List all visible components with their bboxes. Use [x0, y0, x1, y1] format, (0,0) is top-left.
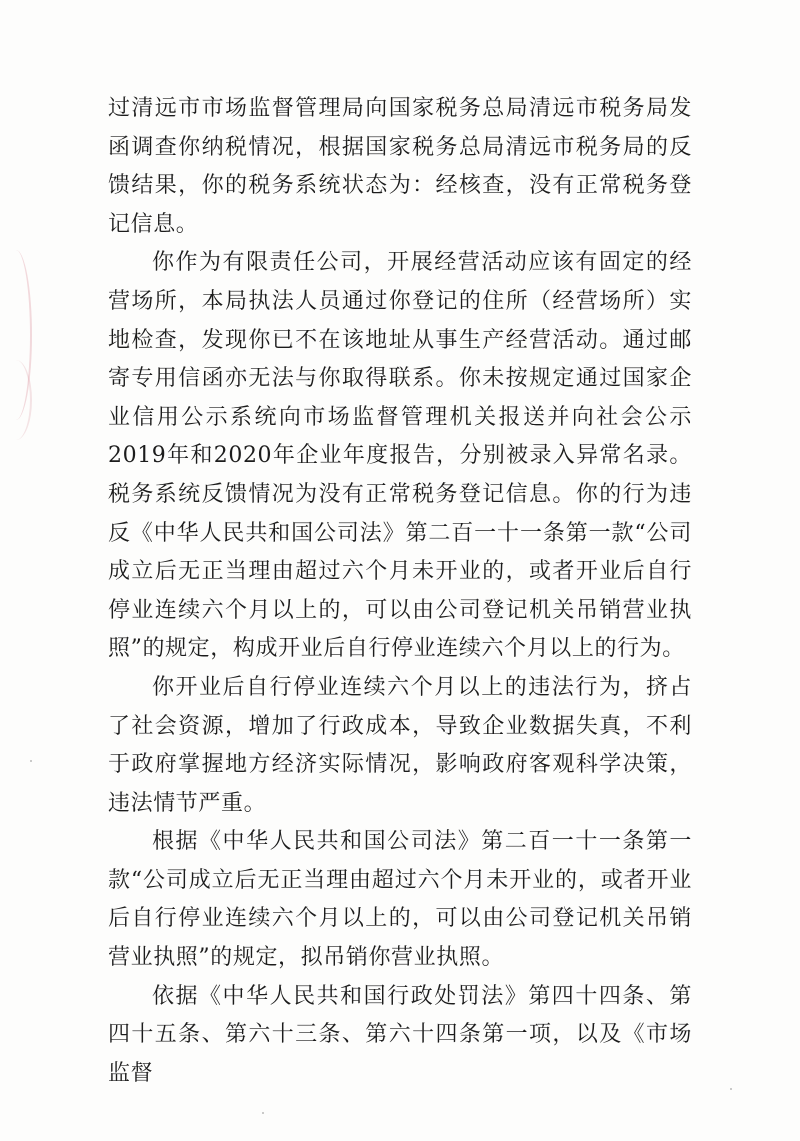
paragraph: 依据《中华人民共和国行政处罚法》第四十四条、第四十五条、第六十三条、第六十四条第一项，以及《市场监督: [108, 983, 692, 1086]
paper-speck: [730, 1088, 732, 1090]
paragraph: 你开业后自行停业连续六个月以上的违法行为，挤占了社会资源，增加了行政成本，导致企业数据失真，不利于政府掌握地方经济实际情况，影响政府客观科学决策，违法情节严重。: [108, 674, 692, 816]
paragraph: 根据《中华人民共和国公司法》第二百一十一条第一款“公司成立后无正当理由超过六个月未开业的，或者开业后自行停业连续六个月以上的，可以由公司登记机关吊销营业执照”的规定，拟吊销你营业执照。: [108, 829, 692, 971]
seal-edge-mark: [0, 360, 32, 440]
paragraph-continued: 过清远市市场监督管理局向国家税务总局清远市税务局发函调查你纳税情况，根据国家税务总局清远市税务局的反馈结果，你的税务系统状态为：经核查，没有正常税务登记信息。: [108, 96, 692, 237]
paper-speck: [262, 1112, 264, 1114]
document-body: [108, 90, 692, 1093]
paragraph: 你作为有限责任公司，开展经营活动应该有固定的经营场所，本局执法人员通过你登记的住所（经营场所）实地检查，发现你已不在该地址从事生产经营活动。通过邮寄专用信函亦无法与你取得联系。你未按规定通过国家企业信用公示系统向市场监督管理机关报送并向社会公示2019年和2020年企业年度报告，分别被录入异常名录。税务系统反馈情况为没有正常税务登记信息。你的行为违反《中华人民共和国公司法》第二百一十一条第一款“公司成立后无正当理由超过六个月未开业的，或者开业后自行停业连续六个月以上的，可以由公司登记机关吊销营业执照”的规定，构成开业后自行停业连续六个月以上的行为。: [108, 250, 692, 662]
paper-speck: [30, 760, 32, 762]
